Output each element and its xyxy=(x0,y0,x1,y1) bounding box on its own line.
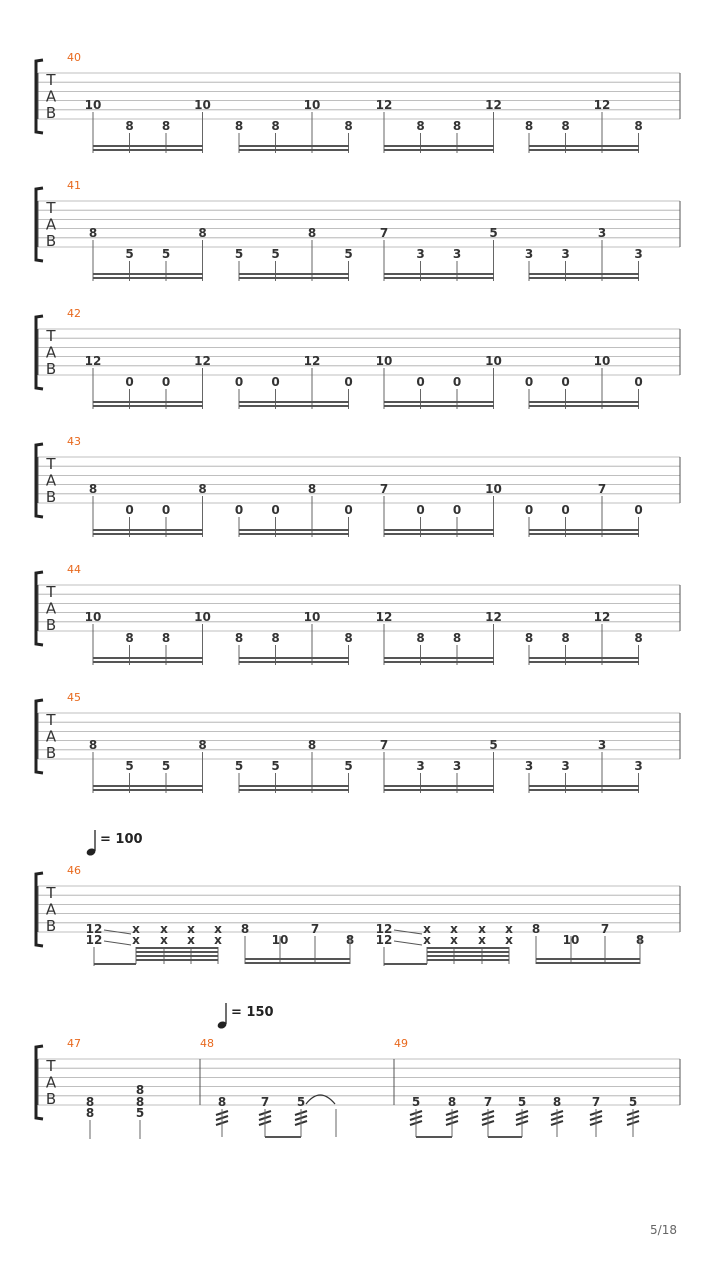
fret-number: 8 xyxy=(161,119,171,133)
fret-number: 7 xyxy=(483,1095,493,1109)
tab-letter: A xyxy=(45,1073,57,1092)
fret-number: 5 xyxy=(234,247,244,261)
measure-number: 45 xyxy=(67,691,81,704)
fret-number: 8 xyxy=(198,482,207,496)
fret-number: 3 xyxy=(452,247,462,261)
tab-letter: T xyxy=(46,327,56,345)
fret-number: 0 xyxy=(271,375,280,389)
fret-number: 8 xyxy=(217,1095,227,1109)
slide-line xyxy=(394,941,422,945)
measure-number: 46 xyxy=(67,864,81,877)
fret-number: 12 xyxy=(84,354,102,368)
tab-letter: B xyxy=(45,616,57,634)
fret-number: 5 xyxy=(234,759,244,773)
fret-number: 0 xyxy=(125,375,134,389)
fret-number: 8 xyxy=(552,1095,562,1109)
fret-number: 10 xyxy=(303,98,321,112)
fret-number: 12 xyxy=(593,98,611,112)
measure-number: 42 xyxy=(67,307,81,320)
fret-number: 3 xyxy=(452,759,462,773)
tab-letter: T xyxy=(46,711,56,729)
fret-number: 5 xyxy=(344,759,353,773)
fret-number: 3 xyxy=(561,247,570,261)
measure-number: 41 xyxy=(67,179,81,192)
fret-number: 8 xyxy=(88,226,98,240)
fret-number: x xyxy=(160,933,168,947)
fret-number: x xyxy=(187,933,195,947)
fret-number: 8 xyxy=(634,119,643,133)
fret-number: 5 xyxy=(271,247,280,261)
fret-number: 5 xyxy=(125,759,134,773)
system-bracket xyxy=(36,700,43,773)
fret-number: 0 xyxy=(634,375,643,389)
fret-number: 5 xyxy=(411,1095,421,1109)
tempo-marking: = 150 xyxy=(231,1005,274,1020)
fret-number: 8 xyxy=(198,226,207,240)
fret-number: x xyxy=(187,922,195,936)
fret-number: 8 xyxy=(88,482,98,496)
tab-letter: A xyxy=(45,87,57,106)
measure-number: 40 xyxy=(67,51,81,64)
fret-number: 8 xyxy=(307,738,317,752)
fret-number: 12 xyxy=(375,933,393,947)
fret-number: 8 xyxy=(198,738,207,752)
fret-number: 8 xyxy=(161,631,171,645)
fret-number: 7 xyxy=(260,1095,270,1109)
fret-number: x xyxy=(132,933,140,947)
fret-number: x xyxy=(423,922,431,936)
fret-number: 0 xyxy=(234,375,244,389)
system-bracket xyxy=(36,572,43,645)
fret-number: 10 xyxy=(375,354,393,368)
fret-number: 8 xyxy=(524,119,534,133)
tab-letter: A xyxy=(45,599,57,618)
fret-number: 8 xyxy=(524,631,534,645)
tempo-marking: = 100 xyxy=(100,832,143,847)
fret-number: 5 xyxy=(271,759,280,773)
measure-number: 49 xyxy=(394,1037,408,1050)
fret-number: x xyxy=(160,922,168,936)
fret-number: 3 xyxy=(597,226,607,240)
fret-number: 5 xyxy=(489,226,498,240)
fret-number: 3 xyxy=(416,247,425,261)
fret-number: 5 xyxy=(489,738,498,752)
fret-number: 8 xyxy=(85,1106,95,1120)
tab-letter: A xyxy=(45,471,57,490)
fret-number: 10 xyxy=(593,354,611,368)
tab-letter: A xyxy=(45,215,57,234)
fret-number: 5 xyxy=(161,247,171,261)
fret-number: 10 xyxy=(194,610,211,624)
fret-number: 8 xyxy=(307,482,317,496)
fret-number: 7 xyxy=(379,226,389,240)
fret-number: x xyxy=(214,922,222,936)
fret-number: 8 xyxy=(345,933,355,947)
page-number: 5/18 xyxy=(650,1223,677,1237)
fret-number: 8 xyxy=(234,631,244,645)
measure-number: 44 xyxy=(67,563,81,576)
fret-number: 5 xyxy=(125,247,134,261)
fret-number: 12 xyxy=(485,98,502,112)
fret-number: x xyxy=(214,933,222,947)
fret-number: 12 xyxy=(485,610,502,624)
fret-number: 12 xyxy=(303,354,321,368)
fret-number: 10 xyxy=(84,610,102,624)
fret-number: 8 xyxy=(271,631,280,645)
fret-number: 8 xyxy=(271,119,280,133)
fret-number: 12 xyxy=(194,354,211,368)
tab-letter: T xyxy=(46,884,56,902)
fret-number: 8 xyxy=(88,738,98,752)
fret-number: 8 xyxy=(452,631,462,645)
fret-number: 8 xyxy=(416,119,425,133)
fret-number: 12 xyxy=(375,922,393,936)
tab-letter: A xyxy=(45,900,57,919)
measure-number: 43 xyxy=(67,435,81,448)
fret-number: 0 xyxy=(416,503,425,517)
tab-letter: A xyxy=(45,727,57,746)
fret-number: 0 xyxy=(344,375,353,389)
tab-letter: T xyxy=(46,1057,56,1075)
fret-number: 5 xyxy=(161,759,171,773)
fret-number: x xyxy=(505,922,513,936)
fret-number: 10 xyxy=(194,98,211,112)
fret-number: 8 xyxy=(85,1095,95,1109)
fret-number: 8 xyxy=(634,631,643,645)
fret-number: 8 xyxy=(135,1083,145,1097)
fret-number: 0 xyxy=(524,503,534,517)
fret-number: 7 xyxy=(600,922,610,936)
system-bracket xyxy=(36,188,43,261)
fret-number: 8 xyxy=(561,631,570,645)
fret-number: 10 xyxy=(485,354,502,368)
fret-number: 5 xyxy=(628,1095,638,1109)
system-bracket xyxy=(36,873,43,946)
fret-number: 8 xyxy=(561,119,570,133)
fret-number: 12 xyxy=(375,610,393,624)
fret-number: 8 xyxy=(452,119,462,133)
fret-number: 7 xyxy=(591,1095,601,1109)
fret-number: 0 xyxy=(161,375,171,389)
tab-letter: B xyxy=(45,744,57,762)
tab-letter: T xyxy=(46,455,56,473)
fret-number: 0 xyxy=(452,503,462,517)
tab-letter: B xyxy=(45,104,57,122)
fret-number: 8 xyxy=(234,119,244,133)
fret-number: 8 xyxy=(240,922,250,936)
fret-number: x xyxy=(423,933,431,947)
tab-letter: B xyxy=(45,488,57,506)
fret-number: 5 xyxy=(135,1106,145,1120)
slide-line xyxy=(104,941,131,945)
fret-number: 7 xyxy=(379,482,389,496)
tab-letter: B xyxy=(45,232,57,250)
fret-number: 3 xyxy=(524,759,534,773)
fret-number: 10 xyxy=(84,98,102,112)
system-bracket xyxy=(36,444,43,517)
fret-number: 10 xyxy=(303,610,321,624)
tab-letter: T xyxy=(46,71,56,89)
fret-number: x xyxy=(478,922,486,936)
fret-number: 0 xyxy=(561,375,570,389)
fret-number: 8 xyxy=(447,1095,457,1109)
fret-number: 7 xyxy=(310,922,320,936)
fret-number: 0 xyxy=(634,503,643,517)
measure-number: 47 xyxy=(67,1037,81,1050)
fret-number: 8 xyxy=(125,631,134,645)
fret-number: 8 xyxy=(125,119,134,133)
fret-number: 3 xyxy=(597,738,607,752)
fret-number: 0 xyxy=(561,503,570,517)
fret-number: 7 xyxy=(597,482,607,496)
fret-number: 3 xyxy=(634,759,643,773)
fret-number: 3 xyxy=(561,759,570,773)
fret-number: 8 xyxy=(416,631,425,645)
tab-letter: T xyxy=(46,583,56,601)
fret-number: 7 xyxy=(379,738,389,752)
system-bracket xyxy=(36,60,43,133)
tab-letter: B xyxy=(45,917,57,935)
fret-number: 8 xyxy=(135,1095,145,1109)
tab-letter: B xyxy=(45,360,57,378)
fret-number: x xyxy=(505,933,513,947)
fret-number: 0 xyxy=(452,375,462,389)
fret-number: x xyxy=(450,933,458,947)
fret-number: 5 xyxy=(517,1095,527,1109)
fret-number: 5 xyxy=(344,247,353,261)
fret-number: 8 xyxy=(344,631,353,645)
tab-letter: T xyxy=(46,199,56,217)
fret-number: 10 xyxy=(485,482,502,496)
fret-number: 3 xyxy=(634,247,643,261)
fret-number: x xyxy=(132,922,140,936)
tab-letter: A xyxy=(45,343,57,362)
fret-number: 12 xyxy=(85,922,103,936)
fret-number: 8 xyxy=(344,119,353,133)
fret-number: 0 xyxy=(125,503,134,517)
fret-number: 8 xyxy=(307,226,317,240)
tie-arc xyxy=(306,1095,335,1104)
fret-number: 3 xyxy=(416,759,425,773)
fret-number: 10 xyxy=(271,933,289,947)
fret-number: x xyxy=(450,922,458,936)
fret-number: 0 xyxy=(416,375,425,389)
fret-number: 12 xyxy=(593,610,611,624)
fret-number: 12 xyxy=(85,933,103,947)
fret-number: 10 xyxy=(562,933,580,947)
tab-letter: B xyxy=(45,1090,57,1108)
fret-number: 5 xyxy=(296,1095,306,1109)
fret-number: 0 xyxy=(161,503,171,517)
measure-number: 48 xyxy=(200,1037,214,1050)
fret-number: 0 xyxy=(234,503,244,517)
fret-number: 3 xyxy=(524,247,534,261)
fret-number: 0 xyxy=(271,503,280,517)
fret-number: 8 xyxy=(635,933,645,947)
fret-number: 12 xyxy=(375,98,393,112)
fret-number: 0 xyxy=(344,503,353,517)
fret-number: 0 xyxy=(524,375,534,389)
system-bracket xyxy=(36,1046,43,1119)
system-bracket xyxy=(36,316,43,389)
fret-number: 8 xyxy=(531,922,541,936)
fret-number: x xyxy=(478,933,486,947)
